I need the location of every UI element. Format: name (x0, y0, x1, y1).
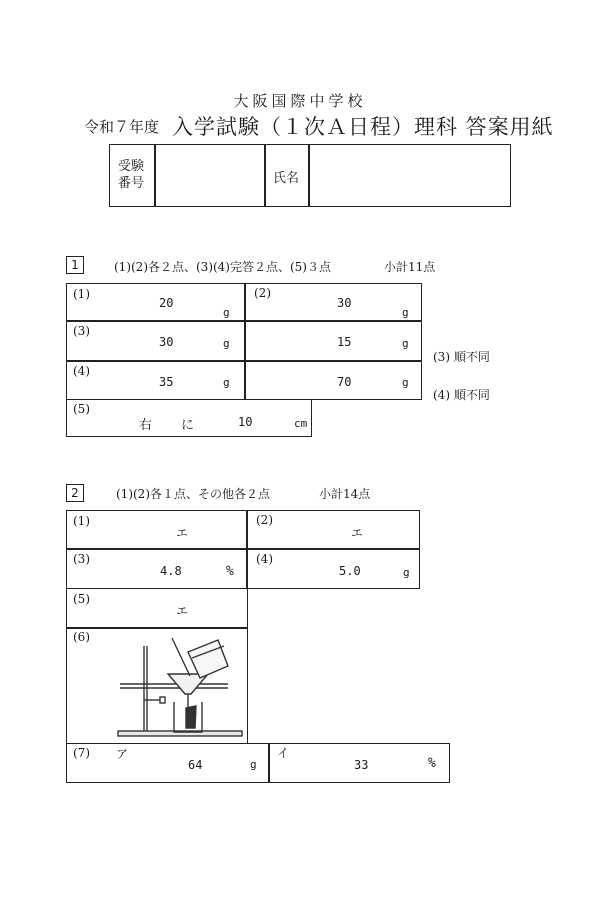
s1-q3-order-note: (3) 順不同 (433, 350, 490, 364)
s2-q7-a-unit: g (250, 758, 257, 771)
name-label: 氏名 (273, 171, 300, 186)
s1-q4-order-note: (4) 順不同 (433, 388, 490, 402)
exam-number-label: 受験番号 (118, 159, 145, 191)
s2-q5-label: (5) (73, 592, 90, 606)
s2-q4-label: (4) (256, 552, 273, 566)
s1-q5-value[interactable]: 10 (238, 415, 253, 429)
s2-q1-label: (1) (73, 514, 90, 528)
filtration-apparatus-drawing (100, 628, 245, 740)
s1-q5-particle: に (181, 418, 195, 433)
name-field[interactable] (310, 146, 509, 205)
s2-q7-label: (7) (73, 746, 90, 760)
s1-q2-label: (2) (254, 286, 271, 300)
s1-q5-unit: cm (294, 417, 308, 430)
s2-q6-label: (6) (73, 630, 90, 644)
s1-q5-label: (5) (73, 402, 90, 416)
s2-q2-label: (2) (256, 513, 273, 527)
s1-q3-label: (3) (73, 324, 90, 338)
s1-q4-unit-b: g (402, 376, 409, 389)
s2-q3-unit: % (226, 564, 234, 579)
s2-q7-i-unit: % (428, 756, 436, 771)
s2-q4-value[interactable]: 5.0 (339, 564, 361, 578)
s1-q5-direction[interactable]: 右 (139, 418, 153, 433)
s2-q4-unit: g (403, 566, 410, 579)
section-2-number: 2 (66, 484, 84, 502)
page-title: 入学試験（１次Ａ日程）理科 答案用紙 (172, 115, 554, 139)
s2-q2-value[interactable]: エ (351, 526, 364, 540)
s1-q3-unit-b: g (402, 337, 409, 350)
s1-q4-unit-a: g (223, 376, 230, 389)
section-1-subtotal: 小計11点 (384, 260, 436, 274)
section-1-number: 1 (66, 256, 84, 274)
exam-number-field[interactable] (156, 146, 263, 205)
s2-q7-i-value[interactable]: 33 (354, 758, 369, 772)
section-2-scoring-note: (1)(2)各１点、その他各２点 (116, 487, 270, 501)
s2-q5-value[interactable]: エ (176, 604, 189, 618)
s1-q3-value-a[interactable]: 30 (159, 335, 174, 349)
s1-q1-value[interactable]: 20 (159, 296, 174, 310)
section-2-answer-grid (66, 510, 420, 589)
s2-q1-value[interactable]: エ (176, 526, 189, 540)
s2-q3-value[interactable]: 4.8 (160, 564, 182, 578)
s1-q4-label: (4) (73, 364, 90, 378)
section-1-scoring-note: (1)(2)各２点、(3)(4)完答２点、(5)３点 (114, 260, 331, 274)
s2-q3-label: (3) (73, 552, 90, 566)
section-2-subtotal: 小計14点 (319, 487, 371, 501)
s2-q7-i-label: イ (277, 746, 290, 760)
s1-q1-unit: g (223, 306, 230, 319)
s2-q7-a-value[interactable]: 64 (188, 758, 203, 772)
s1-q2-unit: g (402, 306, 409, 319)
s2-q7-a-label: ア (116, 747, 129, 761)
s1-q3-value-b[interactable]: 15 (337, 335, 352, 349)
s1-q4-value-a[interactable]: 35 (159, 375, 174, 389)
school-name: 大阪国際中学校 (233, 92, 367, 110)
s1-q4-value-b[interactable]: 70 (337, 375, 352, 389)
s1-q1-label: (1) (73, 287, 90, 301)
exam-year: 令和７年度 (84, 118, 160, 136)
s1-q3-unit-a: g (223, 337, 230, 350)
s1-q2-value[interactable]: 30 (337, 296, 352, 310)
